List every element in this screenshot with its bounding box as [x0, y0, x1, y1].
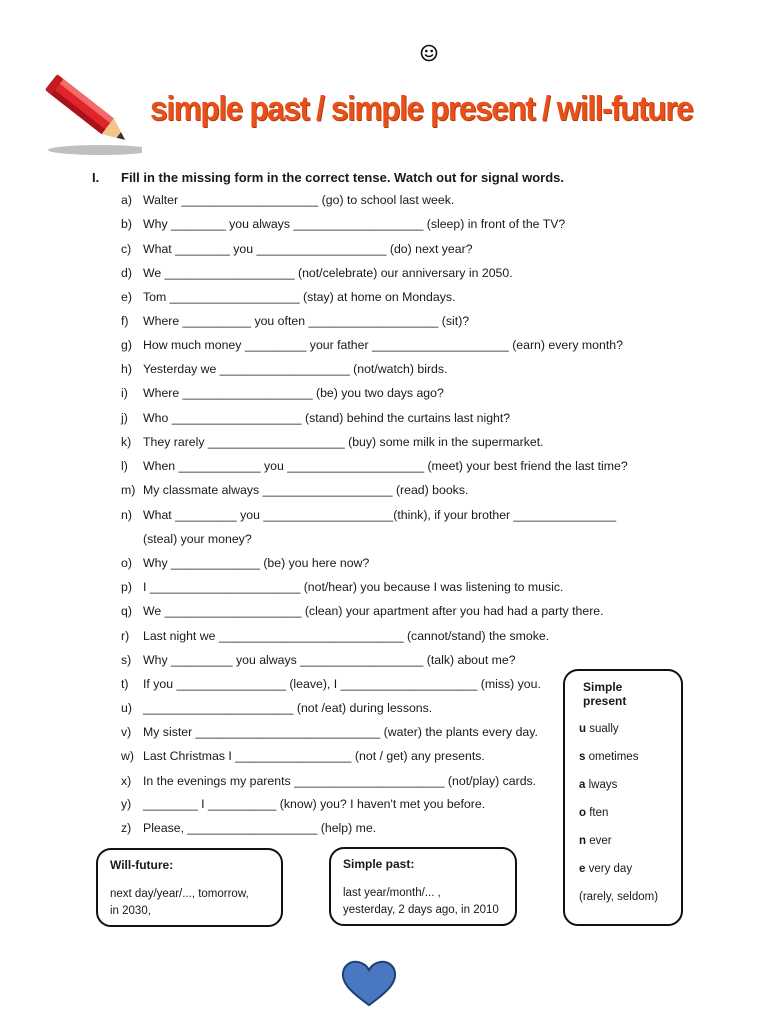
item-text: ________ I __________ (know) you? I haven't met you before.	[143, 797, 486, 811]
item-label: r)	[121, 629, 130, 643]
signal-word-rest: sually	[586, 723, 619, 735]
exercise-item	[121, 338, 623, 352]
box-line: next day/year/..., tomorrow,	[110, 888, 249, 900]
simple-present-box	[563, 669, 683, 926]
signal-word-initial: o	[579, 807, 587, 819]
item-label: i)	[121, 386, 128, 400]
item-label: z)	[121, 821, 132, 835]
worksheet-title: simple past / simple present / will-future	[150, 90, 693, 128]
item-text: They rarely ____________________ (buy) some milk in the supermarket.	[143, 435, 544, 449]
exercise-item	[121, 774, 536, 788]
item-label: m)	[121, 483, 136, 497]
exercise-item	[121, 508, 616, 522]
exercise-item	[121, 749, 485, 763]
item-label: n)	[121, 508, 132, 522]
item-label: p)	[121, 580, 132, 594]
item-text: My classmate always ___________________ (read) books.	[143, 483, 469, 497]
exercise-item	[121, 725, 538, 739]
exercise-item	[121, 629, 549, 643]
item-text: My sister ___________________________ (water) the plants every day.	[143, 725, 538, 739]
signal-word	[577, 804, 669, 832]
item-text: Why _________ you always __________________ (talk) about me?	[143, 653, 516, 667]
exercise-item	[121, 242, 473, 256]
signal-word-rest: ever	[586, 835, 612, 847]
signal-word	[577, 720, 669, 748]
item-label: s)	[121, 653, 132, 667]
item-label: w)	[121, 749, 134, 763]
signal-word-initial: e	[579, 863, 586, 875]
exercise-item	[121, 532, 252, 546]
box-line: yesterday, 2 days ago, in 2010	[343, 904, 499, 916]
item-label: c)	[121, 242, 132, 256]
item-text: If you ________________ (leave), I ____________________ (miss) you.	[143, 677, 541, 691]
exercise-item	[121, 556, 369, 570]
item-label: q)	[121, 604, 132, 618]
item-label: x)	[121, 774, 132, 788]
simple-past-box	[329, 847, 517, 926]
exercise-item	[121, 386, 444, 400]
item-text: Tom ___________________ (stay) at home on Mondays.	[143, 290, 456, 304]
exercise-item	[121, 580, 563, 594]
item-text: ______________________ (not /eat) during lessons.	[143, 701, 433, 715]
item-text: What _________ you ___________________(think), if your brother _______________	[143, 508, 617, 522]
signal-word	[577, 860, 669, 888]
exercise-item	[121, 604, 604, 618]
signal-word-rest: (rarely, seldom)	[579, 891, 659, 903]
exercise-item	[121, 459, 628, 473]
heart-icon	[340, 960, 398, 1008]
box-title: Will-future:	[110, 858, 174, 872]
signal-word-initial: s	[579, 751, 586, 763]
item-text: (steal) your money?	[143, 532, 252, 546]
item-text: Please, ___________________ (help) me.	[143, 821, 377, 835]
item-label: j)	[121, 411, 128, 425]
signal-word	[577, 748, 669, 776]
instruction-text: Fill in the missing form in the correct tense. Watch out for signal words.	[121, 170, 565, 185]
item-text: How much money _________ your father ____________________ (earn) every month?	[143, 338, 623, 352]
item-text: Who ___________________ (stand) behind the curtains last night?	[143, 411, 511, 425]
exercise-item	[121, 483, 468, 497]
exercise-item	[121, 290, 455, 304]
item-text: Yesterday we ___________________ (not/watch) birds.	[143, 362, 448, 376]
exercise-item	[121, 701, 432, 715]
item-text: We ___________________ (not/celebrate) our anniversary in 2050.	[143, 266, 513, 280]
item-text: In the evenings my parents ______________________ (not/play) cards.	[143, 774, 537, 788]
exercise-item	[121, 677, 541, 691]
exercise-item	[121, 314, 469, 328]
item-text: Where __________ you often ___________________ (sit)?	[143, 314, 470, 328]
item-label: h)	[121, 362, 132, 376]
item-text: Where ___________________ (be) you two days ago?	[143, 386, 444, 400]
exercise-item	[121, 217, 565, 231]
item-text: What ________ you ___________________ (do) next year?	[143, 242, 473, 256]
box-title: Simple present	[583, 680, 627, 708]
item-label: e)	[121, 290, 132, 304]
exercise-item	[121, 362, 447, 376]
signal-word-initial: u	[579, 723, 587, 735]
exercise-item	[121, 435, 544, 449]
signal-word	[577, 832, 669, 860]
pencil-icon	[40, 74, 142, 160]
item-label: l)	[121, 459, 128, 473]
signal-word	[577, 888, 669, 916]
will-future-box	[96, 848, 283, 927]
item-text: I ______________________ (not/hear) you because I was listening to music.	[143, 580, 564, 594]
box-line: in 2030,	[110, 905, 151, 917]
signal-word-rest: ften	[586, 807, 609, 819]
exercise-item	[121, 821, 376, 835]
box-title: Simple past:	[343, 857, 415, 871]
item-label: f)	[121, 314, 129, 328]
item-label: v)	[121, 725, 132, 739]
item-label: g)	[121, 338, 132, 352]
section-number: I.	[92, 170, 100, 185]
item-label: b)	[121, 217, 132, 231]
box-line: last year/month/... ,	[343, 887, 441, 899]
exercise-item	[121, 266, 513, 280]
exercise-item	[121, 193, 454, 207]
item-label: u)	[121, 701, 132, 715]
signal-word-rest: very day	[585, 863, 633, 875]
signal-word	[577, 776, 669, 804]
signal-word-rest: ometimes	[585, 751, 639, 763]
item-label: y)	[121, 797, 132, 811]
item-text: Last Christmas I _________________ (not / get) any presents.	[143, 749, 485, 763]
item-text: Why _____________ (be) you here now?	[143, 556, 370, 570]
item-label: d)	[121, 266, 132, 280]
item-label: a)	[121, 193, 132, 207]
exercise-item	[121, 653, 516, 667]
item-label: k)	[121, 435, 132, 449]
item-text: Last night we ___________________________ (cannot/stand) the smoke.	[143, 629, 550, 643]
item-text: We ____________________ (clean) your apartment after you had had a party there.	[143, 604, 604, 618]
signal-word-initial: n	[579, 835, 587, 847]
instruction-heading	[92, 170, 564, 185]
item-text: Walter ____________________ (go) to school last week.	[143, 193, 455, 207]
exercise-item	[121, 411, 510, 425]
item-label: o)	[121, 556, 132, 570]
exercise-item	[121, 797, 485, 811]
signal-word-initial: a	[579, 779, 586, 791]
smiley-icon	[420, 44, 438, 62]
item-text: Why ________ you always ___________________ (sleep) in front of the TV?	[143, 217, 566, 231]
item-text: When ____________ you ____________________ (meet) your best friend the last time?	[143, 459, 628, 473]
item-label: t)	[121, 677, 129, 691]
signal-word-rest: lways	[585, 779, 618, 791]
